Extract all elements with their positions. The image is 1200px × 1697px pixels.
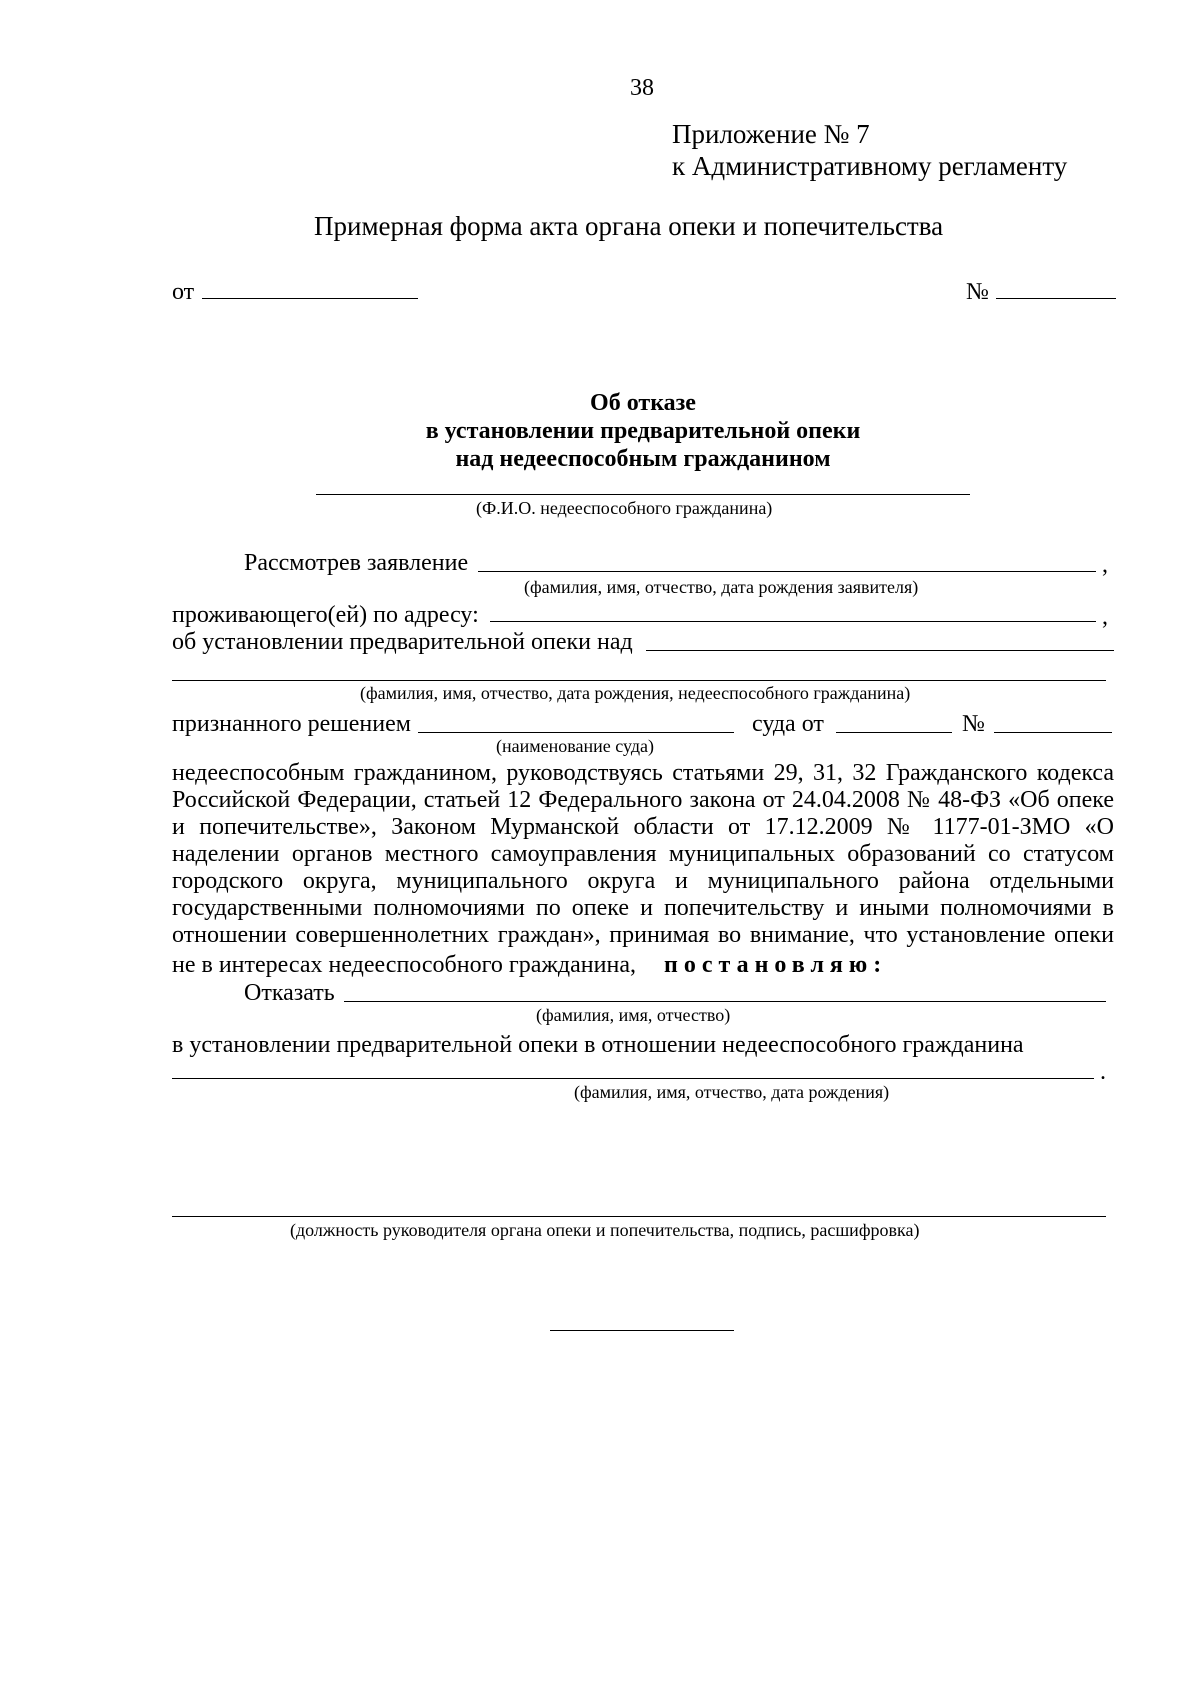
signature-line bbox=[172, 1216, 1106, 1217]
date-field-line bbox=[202, 298, 418, 299]
page-number: 38 bbox=[630, 75, 654, 101]
court-from-label: суда от bbox=[752, 711, 824, 737]
from-label: от bbox=[172, 279, 195, 305]
court-number-label: № bbox=[962, 711, 985, 737]
refuse-fio-line bbox=[344, 1001, 1106, 1002]
in-establishing-line: в установлении предварительной опеки в отношении недееспособного гражданина bbox=[172, 1032, 1024, 1058]
appendix-number: Приложение № 7 bbox=[672, 119, 870, 149]
incapable-fio-dob-line bbox=[172, 1078, 1094, 1079]
closing-separator bbox=[550, 1330, 734, 1331]
paragraph-line-6: государственными полномочиями по опеке и попечительству и иными полномочиями в bbox=[172, 895, 1114, 921]
incapable-full-caption: (фамилия, имя, отчество, дата рождения, недееспособного гражданина) bbox=[360, 683, 911, 703]
paragraph-line-3: и попечительстве», Законом Мурманской области от 17.12.2009 № 1177-01-ЗМО «О bbox=[172, 814, 1114, 840]
applicant-comma: , bbox=[1102, 552, 1108, 578]
decree-word: постановляю: bbox=[664, 952, 888, 978]
address-line bbox=[490, 621, 1096, 622]
establishing-label: об установлении предварительной опеки над bbox=[172, 629, 633, 655]
court-name-line bbox=[418, 732, 734, 733]
paragraph-line-7: отношении совершеннолетних граждан», принимая во внимание, что установление опеки bbox=[172, 922, 1114, 948]
signature-caption: (должность руководителя органа опеки и попечительства, подпись, расшифровка) bbox=[290, 1220, 920, 1240]
number-label: № bbox=[966, 279, 989, 305]
residing-label: проживающего(ей) по адресу: bbox=[172, 602, 479, 628]
act-title-line2: в установлении предварительной опеки bbox=[425, 418, 861, 444]
applicant-line bbox=[478, 571, 1096, 572]
act-number-field-line bbox=[996, 298, 1116, 299]
considered-label: Рассмотрев заявление bbox=[244, 550, 469, 576]
court-number-line bbox=[994, 732, 1112, 733]
act-title-line1: Об отказе bbox=[590, 390, 696, 416]
incapable-full-line bbox=[172, 680, 1106, 681]
paragraph-line-2: Российской Федерации, статьей 12 Федерального закона от 24.04.2008 № 48-ФЗ «Об опеке bbox=[172, 787, 1114, 813]
paragraph-line-4: наделении органов местного самоуправления муниципальных образований со статусом bbox=[172, 841, 1114, 867]
act-title-line3: над недееспособным гражданином bbox=[455, 446, 831, 472]
paragraph-last-line: не в интересах недееспособного гражданина, bbox=[172, 952, 636, 978]
address-comma: , bbox=[1102, 604, 1108, 630]
paragraph-line-5: городского округа, муниципального округа и муниципального района отдельными bbox=[172, 868, 1114, 894]
recognized-label: признанного решением bbox=[172, 711, 411, 737]
appendix-regulation: к Административному регламенту bbox=[672, 151, 1068, 181]
paragraph-line-1: недееспособным гражданином, руководствуясь статьями 29, 31, 32 Гражданского кодекса bbox=[172, 760, 1114, 786]
court-date-line bbox=[836, 732, 952, 733]
incapable-fio-dob-period: . bbox=[1100, 1059, 1106, 1085]
incapable-fio-line bbox=[316, 494, 970, 495]
refuse-fio-caption: (фамилия, имя, отчество) bbox=[536, 1005, 731, 1025]
establishing-line-end bbox=[646, 650, 1114, 651]
applicant-caption: (фамилия, имя, отчество, дата рождения заявителя) bbox=[524, 577, 919, 597]
refuse-label: Отказать bbox=[244, 980, 335, 1006]
court-name-caption: (наименование суда) bbox=[496, 736, 655, 756]
form-title: Примерная форма акта органа опеки и попечительства bbox=[314, 211, 944, 241]
fio-dob-caption: (фамилия, имя, отчество, дата рождения) bbox=[574, 1082, 890, 1102]
incapable-fio-caption: (Ф.И.О. недееспособного гражданина) bbox=[476, 498, 773, 518]
